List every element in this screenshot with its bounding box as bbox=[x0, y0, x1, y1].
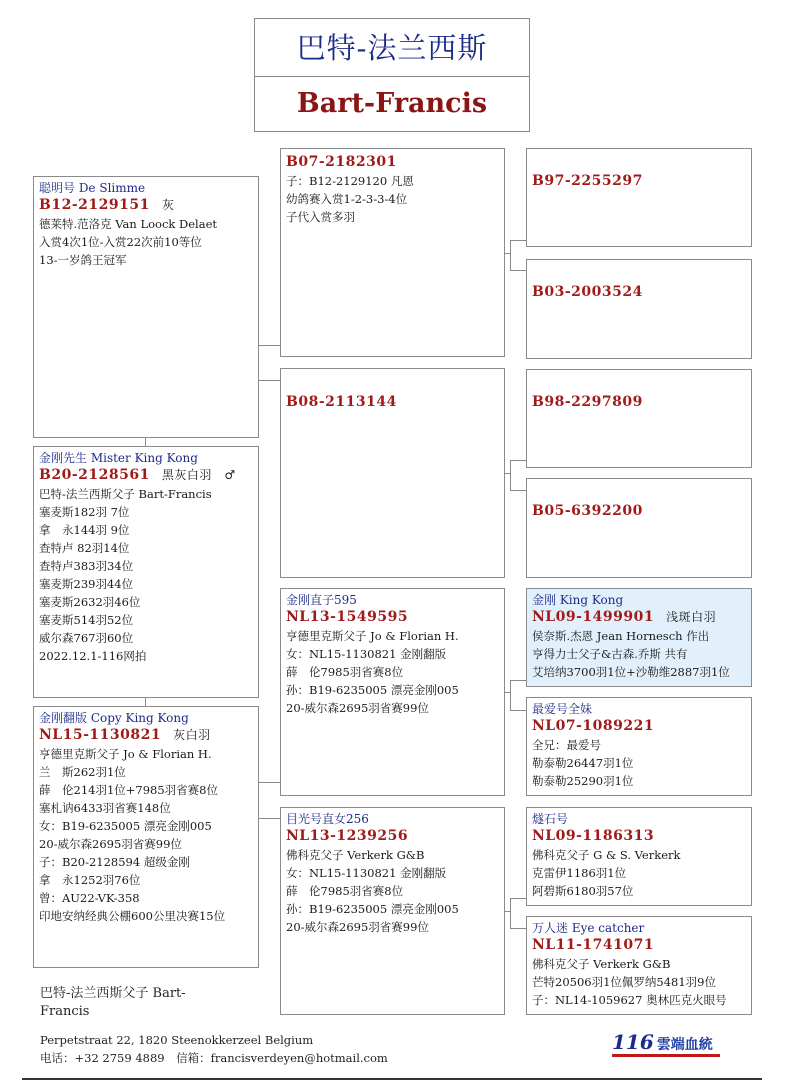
main-ring: B20-2128561 bbox=[39, 467, 150, 483]
dss-ring: NL09-1499901 bbox=[532, 609, 655, 625]
ds-line: 孙：B19-6235005 漂亮金刚005 bbox=[286, 683, 459, 697]
dd-line: 佛科克父子 Verkerk G&B bbox=[286, 848, 425, 862]
dds-name: 燧石号 bbox=[532, 812, 569, 826]
dds-ring: NL09-1186313 bbox=[532, 828, 655, 844]
dds-line: 佛科克父子 G & S. Verkerk bbox=[532, 848, 681, 862]
dam-line: 子：B20-2128594 超级金刚 bbox=[39, 855, 190, 869]
dss-color: 浅斑白羽 bbox=[666, 610, 717, 624]
main-line: 塞麦斯182羽 7位 bbox=[39, 505, 130, 519]
connector-line bbox=[510, 898, 526, 899]
dss-line: 艾培纳3700羽1位+沙勒维2887羽1位 bbox=[532, 665, 730, 679]
ss-ring: B07-2182301 bbox=[286, 154, 397, 170]
main-line: 塞麦斯2632羽46位 bbox=[39, 595, 141, 609]
logo-text: 雲端血統 bbox=[656, 1037, 713, 1053]
main-bird-box bbox=[33, 446, 259, 698]
main-line: 威尔森767羽60位 bbox=[39, 631, 134, 645]
dam-line: 印地安纳经典公棚600公里决赛15位 bbox=[39, 909, 226, 923]
dsd-line: 勒泰勒26447羽1位 bbox=[532, 756, 634, 770]
connector-line bbox=[510, 710, 526, 711]
ddd-ring: NL11-1741071 bbox=[532, 937, 655, 953]
connector-line bbox=[259, 345, 280, 346]
footer-contact: 电话：+32 2759 4889 信箱：francisverdeyen@hotmail.com bbox=[40, 1051, 388, 1065]
connector-line bbox=[259, 818, 280, 819]
footer-address: Perpetstraat 22, 1820 Steenokkerzeel Belgium bbox=[40, 1033, 314, 1047]
dd-ring: NL13-1239256 bbox=[286, 828, 409, 844]
dd-line: 薛 伦7985羽省赛8位 bbox=[286, 884, 404, 898]
connector-line bbox=[145, 698, 146, 706]
pedigree-title-box bbox=[254, 18, 530, 132]
connector-line bbox=[510, 680, 526, 681]
sire-line: 13-一岁鸽王冠军 bbox=[39, 253, 127, 267]
dam-line: 拿 永1252羽76位 bbox=[39, 873, 141, 887]
sire-dam-box bbox=[280, 368, 505, 578]
ds-line: 亨德里克斯父子 Jo & Florian H. bbox=[286, 629, 459, 643]
logo-underline bbox=[612, 1054, 720, 1057]
main-line: 塞麦斯514羽52位 bbox=[39, 613, 134, 627]
sdd-box bbox=[526, 478, 752, 578]
dam-dam-box bbox=[280, 807, 505, 1015]
dam-line: 薛 伦214羽1位+7985羽省赛8位 bbox=[39, 783, 218, 797]
sds-ring: B98-2297809 bbox=[532, 394, 643, 410]
ds-line: 20-威尔森2695羽省赛99位 bbox=[286, 701, 429, 715]
sds-box bbox=[526, 369, 752, 468]
brand-logo bbox=[612, 1030, 722, 1058]
connector-line bbox=[510, 460, 511, 490]
ss-line: 幼鸽赛入赏1-2-3-3-4位 bbox=[286, 192, 408, 206]
dam-box bbox=[33, 706, 259, 968]
dam-line: 塞札讷6433羽省赛148位 bbox=[39, 801, 171, 815]
dsd-line: 勒泰勒25290羽1位 bbox=[532, 774, 634, 788]
ds-line: 女：NL15-1130821 金刚翻版 bbox=[286, 647, 447, 661]
connector-line bbox=[510, 240, 526, 241]
dds-box bbox=[526, 807, 752, 906]
ddd-line: 子：NL14-1059627 奥林匹克火眼号 bbox=[532, 993, 727, 1007]
connector-line bbox=[510, 490, 526, 491]
dss-box bbox=[526, 588, 752, 687]
dd-name: 目光号直女256 bbox=[286, 812, 369, 826]
bottom-divider bbox=[22, 1078, 762, 1080]
dam-name: 金刚翻版 Copy King Kong bbox=[39, 711, 189, 725]
dss-line: 侯奈斯.杰恩 Jean Hornesch 作出 bbox=[532, 629, 710, 643]
ds-line: 薛 伦7985羽省赛8位 bbox=[286, 665, 404, 679]
ssd-box bbox=[526, 259, 752, 359]
dam-line: 亨德里克斯父子 Jo & Florian H. bbox=[39, 747, 212, 761]
dds-line: 克雷伊1186羽1位 bbox=[532, 866, 627, 880]
dsd-box bbox=[526, 697, 752, 796]
dam-line: 20-威尔森2695羽省赛99位 bbox=[39, 837, 182, 851]
ddd-name: 万人迷 Eye catcher bbox=[532, 921, 645, 935]
sss-box bbox=[526, 148, 752, 247]
dd-line: 20-威尔森2695羽省赛99位 bbox=[286, 920, 429, 934]
ds-ring: NL13-1549595 bbox=[286, 609, 409, 625]
connector-line bbox=[510, 270, 526, 271]
ddd-box bbox=[526, 916, 752, 1015]
sdd-ring: B05-6392200 bbox=[532, 503, 643, 519]
connector-line bbox=[510, 240, 511, 270]
ss-line: 子代入赏多羽 bbox=[286, 210, 355, 224]
connector-line bbox=[510, 928, 526, 929]
main-line: 拿 永144羽 9位 bbox=[39, 523, 130, 537]
footer-owner: 巴特-法兰西斯父子 Bart-Francis bbox=[40, 986, 186, 1019]
main-line: 塞麦斯239羽44位 bbox=[39, 577, 134, 591]
main-line: 查特卢 82羽14位 bbox=[39, 541, 130, 555]
sire-box bbox=[33, 176, 259, 438]
main-color: 黑灰白羽 ♂ bbox=[161, 468, 236, 482]
sire-ring: B12-2129151 bbox=[39, 197, 150, 213]
ssd-ring: B03-2003524 bbox=[532, 284, 643, 300]
connector-line bbox=[510, 898, 511, 928]
sire-name: 聪明号 De Slimme bbox=[39, 181, 146, 195]
sire-line: 德莱特.范洛克 Van Loock Delaet bbox=[39, 217, 218, 231]
ddd-line: 佛科克父子 Verkerk G&B bbox=[532, 957, 671, 971]
ddd-line: 芒特20506羽1位佩罗纳5481羽9位 bbox=[532, 975, 716, 989]
connector-line bbox=[510, 460, 526, 461]
sd-ring: B08-2113144 bbox=[286, 394, 397, 410]
main-line: 查特卢383羽34位 bbox=[39, 559, 134, 573]
main-line: 2022.12.1-116网拍 bbox=[39, 649, 147, 663]
sire-line: 入赏4次1位-入赏22次前10等位 bbox=[39, 235, 202, 249]
dam-color: 灰白羽 bbox=[173, 728, 211, 742]
dss-name: 金刚 King Kong bbox=[532, 593, 624, 607]
dam-ring: NL15-1130821 bbox=[39, 727, 162, 743]
ds-name: 金刚直子595 bbox=[286, 593, 357, 607]
dam-line: 曾：AU22-VK-358 bbox=[39, 891, 140, 905]
dsd-name: 最爱号全妹 bbox=[532, 702, 593, 716]
ss-line: 子：B12-2129120 凡恩 bbox=[286, 174, 414, 188]
connector-line bbox=[259, 782, 280, 783]
dam-line: 兰 斯262羽1位 bbox=[39, 765, 126, 779]
connector-line bbox=[510, 680, 511, 710]
dsd-line: 全兄：最爱号 bbox=[532, 738, 601, 752]
dsd-ring: NL07-1089221 bbox=[532, 718, 655, 734]
dss-line: 亨得力士父子&古森.乔斯 共有 bbox=[532, 647, 688, 661]
connector-line bbox=[145, 438, 146, 446]
main-name: 金刚先生 Mister King Kong bbox=[39, 451, 198, 465]
sss-ring: B97-2255297 bbox=[532, 173, 643, 189]
connector-line bbox=[259, 380, 280, 381]
dds-line: 阿碧斯6180羽57位 bbox=[532, 884, 634, 898]
dd-line: 女：NL15-1130821 金刚翻版 bbox=[286, 866, 447, 880]
logo-number: 116 bbox=[612, 1030, 654, 1054]
dam-sire-box bbox=[280, 588, 505, 796]
sire-sire-box bbox=[280, 148, 505, 357]
title-english: Bart-Francis bbox=[296, 88, 488, 119]
sire-color: 灰 bbox=[161, 198, 175, 212]
dd-line: 孙：B19-6235005 漂亮金刚005 bbox=[286, 902, 459, 916]
main-line: 巴特-法兰西斯父子 Bart-Francis bbox=[39, 487, 212, 501]
title-chinese: 巴特-法兰西斯 bbox=[255, 19, 529, 77]
dam-line: 女：B19-6235005 漂亮金刚005 bbox=[39, 819, 212, 833]
